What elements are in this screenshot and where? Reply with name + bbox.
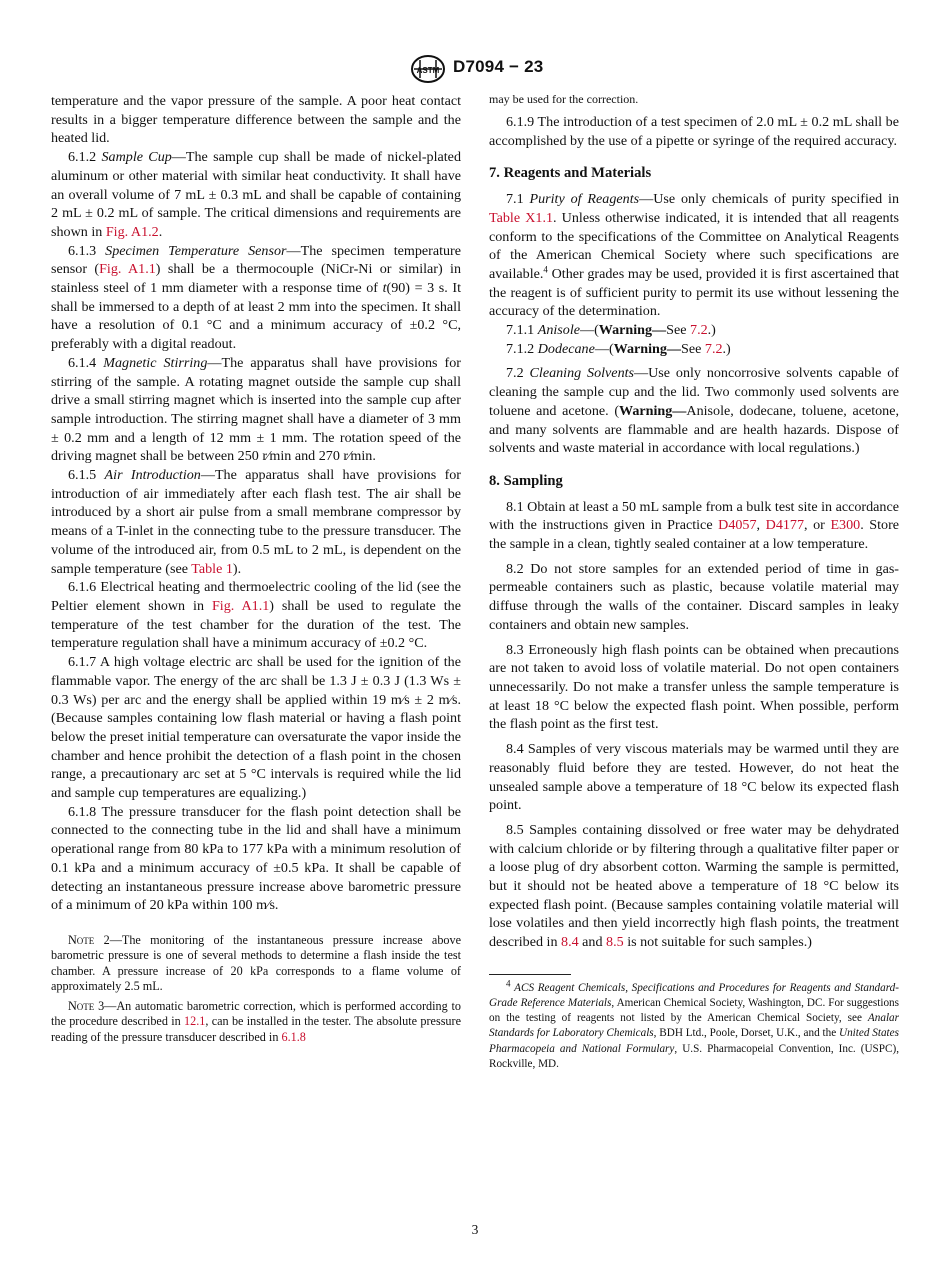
- section-7-1-1: 7.1.1 Anisole—(Warning—See 7.2.): [506, 322, 716, 339]
- note-3: Note 3—An automatic barometric correction, which is performed according to the procedure described in 12.1, can be installed in the tester. The absolute pressure reading of the pressure transducer described in 6.1.8: [51, 999, 461, 1044]
- heading-sampling: 8. Sampling: [489, 472, 563, 489]
- section-8-2: 8.2 Do not store samples for an extended period of time in gas-permeable containers such as plastic, because volatile material may diffuse through the walls of the container. Discard samples in leaky containers and obtain new samples.: [489, 560, 899, 633]
- link-fig-a1-2[interactable]: Fig. A1.2: [105, 223, 159, 240]
- astm-logo-icon: [409, 54, 447, 84]
- section-8-1: 8.1 Obtain at least a 50 mL sample from a bulk test site in accordance with the instructions given in Practice D4057, D4177, or E300. Store the sample in a clean, tightly sealed container at a low temperature.: [489, 498, 900, 553]
- document-id: D7094 − 23: [453, 57, 544, 76]
- section-6-1-3: 6.1.3 Specimen Temperature Sensor—The specimen temperature sensor (Fig. A1.1) shall be a thermocouple (NiCr-Ni or similar) in stainless steel of 1 mm diameter with a response time of t(90) = 3 s. It shall be immersed to a depth of at least 2 mm into the specimen. It shall have a resolution of 0.1 °C and a minimum accuracy of ±0.2 °C, preferably with a digital readout.: [51, 242, 461, 353]
- link-fig-a1-1[interactable]: Fig. A1.1: [99, 261, 156, 278]
- section-6-1-4: 6.1.4 Magnetic Stirring—The apparatus shall have provisions for stirring of the sample. A rotating magnet outside the sample cup shall drive a small stirring magnet which is inserted into the sample cup after sample introduction. The stirring magnet shall have a diameter of 3 mm ± 0.2 mm and a length of 12 mm ± 1 mm. The rotation speed of the driving magnet shall be between 250 r⁄min and 270 r⁄min.: [51, 354, 461, 465]
- link-7-2[interactable]: 7.2: [690, 322, 708, 339]
- right-column: [489, 92, 899, 1072]
- link-table-1[interactable]: Table 1: [191, 560, 233, 577]
- section-6-1-5: 6.1.5 Air Introduction—The apparatus shall have provisions for introduction of air immediately after each flash test. The air shall be introduced by a short air pulse from a small membrane compressor by means of a T-inlet in the connecting tube to the pressure transducer. The volume of the introduced air, from 0.5 mL to 2 mL, is dependent on the sample temperature (see Table 1).: [51, 467, 461, 577]
- section-7-1-2: 7.1.2 Dodecane—(Warning—See 7.2.): [506, 340, 731, 357]
- footnote-divider: [489, 974, 571, 975]
- link-e300[interactable]: E300: [830, 517, 861, 534]
- section-6-1-2: 6.1.2 Sample Cup—The sample cup shall be made of nickel-plated aluminum or other material with similar heat conductivity. It shall have an overall volume of 7 mL ± 0.3 mL and shall be capable of containing 2 mL ± 0.2 mL of sample. The critical dimensions and requirements are shown in Fig. A1.2.: [51, 149, 461, 240]
- section-6-1-7: 6.1.7 A high voltage electric arc shall be used for the ignition of the flammable vapor. The energy of the arc shall be 1.3 J ± 0.3 J (1.3 Ws ± 0.3 Ws) per arc and the energy shall be applied within 19 m⁄s ± 2 m⁄s. (Because samples containing low flash material or having a flash point below the preset initial temperature can oversaturate the vapor inside the chamber and hence prohibit the detection of a flash point in the chosen range, a precautionary arc set at 5 °C intervals is required while the lid and sample cup temperatures are equalizing.): [51, 654, 461, 802]
- link-6-1-8[interactable]: 6.1.8: [281, 1029, 306, 1044]
- section-8-4: 8.4 Samples of very viscous materials may be warmed until they are reasonably fluid before they are tested. However, do not heat the unsealed sample above a temperature of 18 °C below its expected flash point.: [489, 741, 899, 814]
- link-d4177[interactable]: D4177: [765, 517, 805, 534]
- link-7-2[interactable]: 7.2: [704, 340, 723, 357]
- link-8-5[interactable]: 8.5: [606, 934, 624, 951]
- section-7-2: 7.2 Cleaning Solvents—Use only noncorrosive solvents capable of cleaning the sample cup and the lid. Two commonly used solvents are toluene and acetone. (Warning—Anisole, dodecane, toluene, acetone, and many solvents are flammable and are health hazards. Dispose of solvents and waste material in accordance with local regulations.): [489, 365, 899, 457]
- page-header: [0, 54, 950, 84]
- link-d4057[interactable]: D4057: [718, 517, 757, 534]
- link-12-1[interactable]: 12.1: [184, 1014, 206, 1029]
- section-8-3: 8.3 Erroneously high flash points can be obtained when precautions are not taken to avoid loss of volatile material. Do not open containers unnecessarily. Do not make a transfer unless the sample temperature is at least 18 °C below the expected flash point. When possible, perform the flash point as the first test.: [489, 641, 899, 733]
- page-number: 3: [471, 1222, 479, 1237]
- paragraph: may be used for the correction.: [489, 92, 639, 106]
- note-2: Note 2—The monitoring of the instantaneous pressure increase above barometric pressure is one of several methods to determine a flash inside the test chamber. A pressure increase of 20 kPa corresponds to a flame volume of approximately 2.5 mL.: [51, 932, 462, 993]
- heading-reagents: 7. Reagents and Materials: [489, 165, 652, 182]
- section-7-1: 7.1 Purity of Reagents—Use only chemicals of purity specified in Table X1.1. Unless otherwise indicated, it is intended that all reagents conform to the specifications of the Committee on Analytical Reagents of the American Chemical Society where such specifications are available.$^4$ Other grades may be used, provided it is first ascertained that the reagent is of sufficient purity to permit its use without lessening the accuracy of the determination.: [489, 191, 899, 320]
- svg-text:ASTM: ASTM: [416, 66, 440, 75]
- section-6-1-8: 6.1.8 The pressure transducer for the flash point detection shall be connected to the connecting tube in the lid and shall have a minimum operational range from 80 kPa to 177 kPa with a minimum resolution of 0.1 kPa and a minimum accuracy of ±0.5 kPa. It shall be capable of detecting an instantaneous pressure increase above barometric pressure of a minimum of 20 kPa within 100 m⁄s.: [51, 803, 461, 914]
- link-fig-a1-1[interactable]: Fig. A1.1: [211, 597, 270, 614]
- section-6-1-9: 6.1.9 The introduction of a test specimen of 2.0 mL ± 0.2 mL shall be accomplished by the use of a pipette or syringe of the required accuracy.: [489, 114, 899, 149]
- left-column: [51, 92, 461, 1045]
- section-8-5: 8.5 Samples containing dissolved or free water may be dehydrated with calcium chloride or by filtering through a qualitative filter paper or a loose plug of dry absorbent cotton. Warming the sample is permitted, but it should not be heated above a temperature of 18 °C below its expected flash point. (Because samples containing volatile material will lose volatiles and then yield incorrectly high flash points, the treatment described in 8.4 and 8.5 is not suitable for such samples.): [489, 821, 899, 951]
- footnote-4: $^4$ ACS Reagent Chemicals, Specifications and Procedures for Reagents and Standard-Grade Reference Materials, American Chemical Society, Washington, DC. For suggestions on the testing of reagents not listed by the American Chemical Society, see Analar Standards for Laboratory Chemicals, BDH Ltd., Poole, Dorset, U.K., and the United States Pharmacopeia and National Formulary, U.S. Pharmacopeial Convention, Inc. (USPC), Rockville, MD.: [489, 978, 899, 1070]
- link-table-x1-1[interactable]: Table X1.1: [489, 209, 554, 226]
- section-6-1-6: 6.1.6 Electrical heating and thermoelectric cooling of the lid (see the Peltier element shown in Fig. A1.1) shall be used to regulate the temperature of the test chamber for the duration of the test. The temperature regulation shall have a minimum accuracy of ±0.2 °C.: [51, 579, 461, 652]
- link-8-4[interactable]: 8.4: [561, 934, 579, 951]
- paragraph: temperature and the vapor pressure of the sample. A poor heat contact results in a bigger temperature difference between the sample and the heated lid.: [51, 93, 461, 147]
